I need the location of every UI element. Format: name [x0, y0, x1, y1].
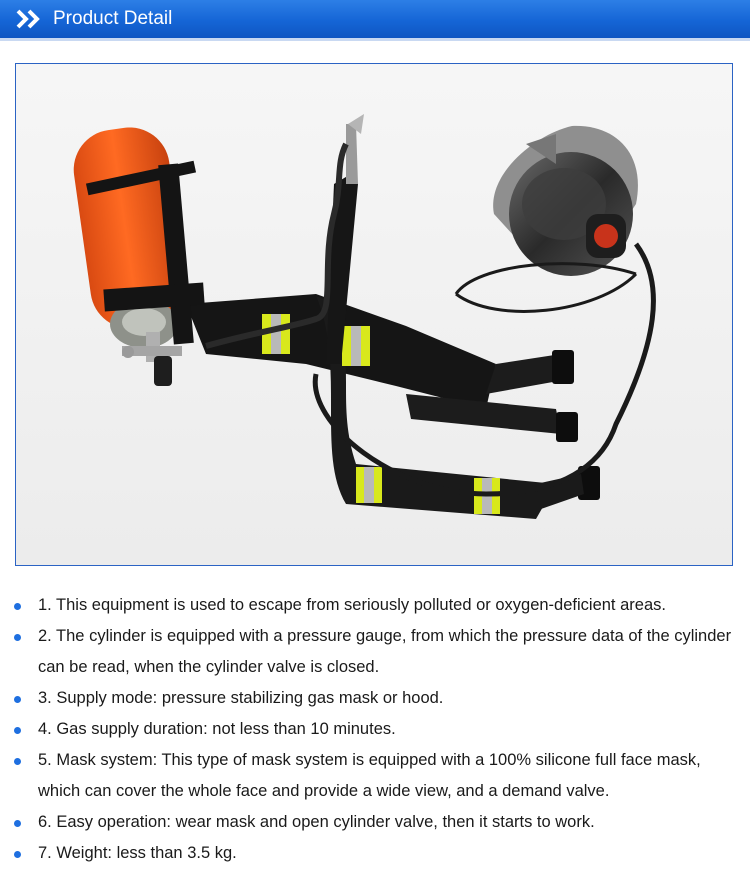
- bullet-icon: [14, 634, 21, 641]
- feature-item: [0, 838, 750, 869]
- section-header: [0, 0, 750, 38]
- bullet-icon: [14, 851, 21, 858]
- feature-item: [0, 683, 750, 714]
- feature-item: [0, 714, 750, 745]
- header-underline: [0, 38, 750, 41]
- bullet-icon: [14, 758, 21, 765]
- feature-list: [0, 590, 750, 869]
- product-photo: [15, 63, 733, 566]
- feature-text: 7. Weight: less than 3.5 kg.: [38, 844, 237, 862]
- feature-text: 6. Easy operation: wear mask and open cylinder valve, then it starts to work.: [38, 813, 595, 831]
- feature-item: [0, 745, 750, 807]
- feature-text: 4. Gas supply duration: not less than 10 minutes.: [38, 720, 396, 738]
- feature-item: [0, 590, 750, 621]
- section-title: Product Detail: [53, 8, 173, 29]
- double-chevron-right-icon: [16, 9, 42, 29]
- feature-text: 5. Mask system: This type of mask system is equipped with a 100% silicone full face mask, which can cover the whole face and provide a wide view, and a demand valve.: [38, 751, 701, 800]
- bullet-icon: [14, 603, 21, 610]
- feature-text: 3. Supply mode: pressure stabilizing gas mask or hood.: [38, 689, 444, 707]
- bullet-icon: [14, 696, 21, 703]
- feature-text: 2. The cylinder is equipped with a pressure gauge, from which the pressure data of the cylinder can be read, when the cylinder valve is closed.: [38, 627, 732, 676]
- feature-item: [0, 807, 750, 838]
- product-illustration: [16, 64, 732, 565]
- bullet-icon: [14, 820, 21, 827]
- feature-item: [0, 621, 750, 683]
- feature-text: 1. This equipment is used to escape from seriously polluted or oxygen-deficient areas.: [38, 596, 666, 614]
- bullet-icon: [14, 727, 21, 734]
